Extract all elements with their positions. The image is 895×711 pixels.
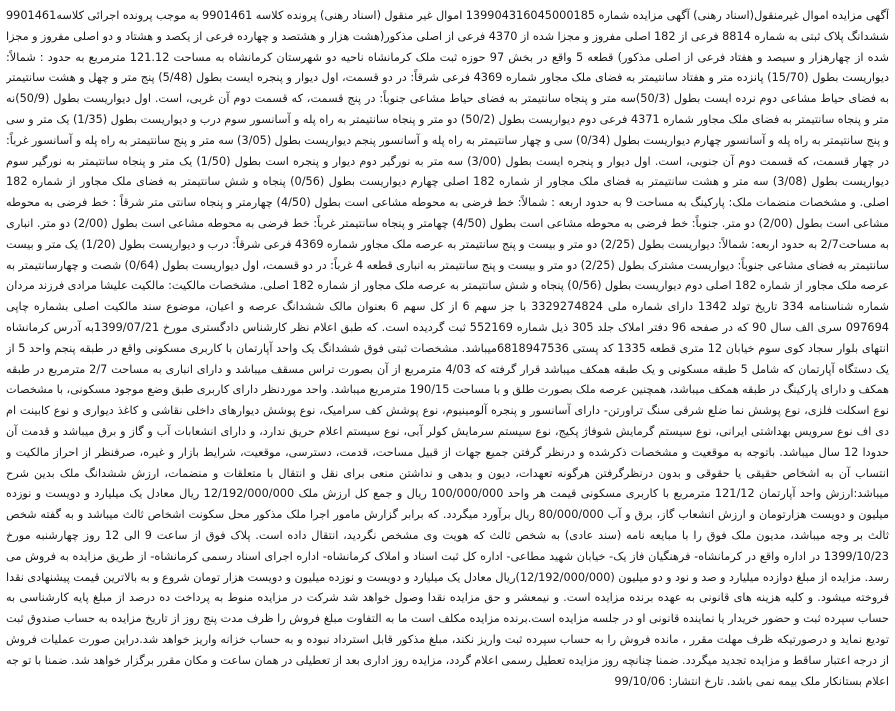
notice-body: آگهی مزایده شماره 139904316045000185 اموال غیر منقول (اسناد رهنی) پرونده کلاسه 9901461 به موجب پرونده اجرائی کلاسه9901461 ششدانگ پلاک ثبتی به شماره 8814 فرعی از 182 اصلی مفروز و مجزا شده از 4370 فرعی از اصلی مذکور(هشت هزار و هشتصد و چهارده فرعی از یکصد و هشتاد و دو اصلی مفروز و مجزا شده از چهارهزار و سیصد و هفتاد فرعی از اصلی مذکور) قطعه 5 واقع در بخش 97 حوزه ثبت ملک کرمانشاه ناحیه دو شهرستان کرمانشاه به مساحت 121.12 مترمربع به حدود : شمالاً: دیواریست بطول (15/70) پانزده متر و هفتاد سانتیمتر به فضای ملک مجاور شماره 4369 فرعی شرقاً: در دو قسمت، اول دیوار و پنجره ایست بطول (5/48) پنج متر و چهل و هشت سانتیمتر به فضای حیاط مشاعی دوم نرده ایست بطول (50/3)سه متر و پنجاه سانتیمتر به فضای حیاط مشاعی جنوباً: در پنج قسمت، که قسمت دوم آن غربی، است. اول دیواریست بطول (50/9)نه متر و پنجاه سانتیمتر به فضای ملک مجاور شماره 4371 فرعی دوم دیواریست بطول (50/2) دو متر و پنجاه سانتیمتر به راه پله و آسانسور سوم درب و دیواریست بطول (1/35) یک متر و سی و پنج سانتیمتر به راه پله و آسانسور چهارم دیواریست بطول (0/34) سی و چهار سانتیمتر به راه پله و آسانسور پنجم دیواریست بطول (3/05) سه متر و پنج سانتیمتر به راه پله و آسانسور غرباً: در چهار قسمت، که قسمت دوم آن جنوبی، است. اول دیوار و پنجره ایست بطول (3/00) سه متر به نورگیر دوم دیوار و پنجره است بطول (1/50) یک متر و پنجاه سانتیمتر به نورگیر سوم دیواریست بطول (3/08) سه متر و هشت سانتیمتر به فضای ملک مجاور از شماره 182 اصلی چهارم دیواریست بطول (0/56) پنجاه و شش سانتیمتر به فضای ملک مجاور از شماره 182 اصلی. و مشخصات منضمات ملک: پارکینگ به مساحت 9 به حدود اربعه : شمالاً: خط فرضی به محوطه مشاعی است بطول (4/50) چهارمتر و پنجاه سانتی متر شرقاً : خط فرضی به محوطه مشاعی است بطول (2/00) دو متر. جنوباً: خط فرضی به محوطه مشاعی است بطول (4/50) چهامتر و پنجاه سانتیمتر غرباً: خط فرضی به محوطه مشاعی است بطول (2/00) دو متر. انباری به مساحت2/7 به حدود اربعه: شمالاً: دیواریست بطول (2/25) دو متر و بیست و پنج سانتیمتر به عرصه ملک مجاور شماره 4369 فرعی شرقاً: درب و دیواریست بطول (1/20) یک متر و بیست سانتیمتر به فضای مشاعی جنوباً: دیواریست مشترک بطول (2/25) دو متر و بیست و پنج سانتیمتر به انباری قطعه 4 غرباً: در دو قسمت، اول دیواریست بطول (0/64) شصت و چهارسانتیمتر به عرصه ملک مجاور از شماره 182 اصلی دوم دیواریست بطول (0/56) پنجاه و شش سانتیمتر به عرصه ملک مجاور از شماره 182 اصلی. مشخصات مالکیت: مالکیت علیشا مرادی فرزند مردان شماره شناسنامه 334 تاریخ تولد 1342 دارای شماره ملی 3329274824 با جز سهم 6 از کل سهم 6 بعنوان مالک ششدانگ عرصه و اعیان، موضوع سند مالکیت اصلی بشماره چاپی 097694 سری الف سال 90 که در صفحه 96 دفتر املاک جلد 305 ذیل شماره 552169 ثبت گردیده است. که طبق اعلام نظر کارشناس دادگستری مورخ 1399/07/21به آدرس کرمانشاه انتهای بلوار سجاد کوی سوم خیابان 12 متری قطعه 1335 کد پستی 6818947536میباشد. مشخصات ثبتی فوق ششدانگ یک واحد آپارتمان با کاربری مسکونی واقع در طبقه پنجم واحد 5 از یک دستگاه آپارتمان که شامل 5 طبقه مسکونی و یک طبقه همکف میباشد قرار گرفته که 4/03 مترمربع از آن بصورت تراس مسقف میباشد و دارای انباری به مساحت 2/7 مترمربع در طبقه همکف و دارای پارکینگ در طبقه همکف میباشد، همچنین عرصه ملک بصورت طلق و با مساحت 190/15 مترمربع میباشد. واحد موردنظر دارای کاربری طبق وضع موجود مسکونی، با مشخصات نوع اسکلت فلزی، نوع پوشش نما ضلع شرقی سنگ تراورتن- دارای آسانسور و پنجره آلومینیوم، نوع پوشش کف سرامیک، نوع پوشش دیوارهای داخلی نقاشی و کاغذ دیواری و نوع کابینت ام دی اف نوع سرویس بهداشتی ایرانی، نوع سیستم گرمایش شوفاژ پکیج، نوع سیستم سرمایش کولر آبی، نوع سیستم اعلام حریق ندارد، و دارای انشعابات آب و گاز و برق میباشد و قدمت آن حدودا 12 سال میباشد. باتوجه به موقعیت و مشخصات ذکرشده و درنظر گرفتن جمیع جهات از قبیل مساحت، قدمت، دسترسی، موقعیت، شرایط بازار و غیره، صرفنظر از احراز مالکیت و انتساب آن به اشخاص حقیقی یا حقوقی و بدون درنظرگرفتن هرگونه تعهدات، دیون و بدهی و نداشتن منعی برای نقل و انتقال با متعلقات و منضمات، ارزش ششدانگ ملک بدین شرح میباشد:ارزش واحد آپارتمان 121/12 مترمربع با کاربری مسکونی قیمت هر واحد 100/000/000 ریال و جمع کل ارزش ملک 12/192/000/000 ریال معادل یک میلیارد و دویست و نوزده میلیون و دویست هزارتومان و ارزش انشعاب گاز، برق و آب 80/000/000 ریال برآورد میگردد. که برابر گزارش مامور اجرا ملک مذکور محل سکونت اشخاص ثالث میباشد و به گفته شخص ثالث بر وجه میباشد، مدیون ملک فوق را با مبایعه نامه (سند عادی) به شخص ثالث که هویت وی مشخص نگردید، انتقال داده است. پلاک فوق از ساعت 9 الی 12 روز چهارشنبه مورخ 1399/10/23 در اداره واقع در کرمانشاه- فرهنگیان فاز یک- خیابان شهید مطاعی- اداره کل ثبت اسناد و املاک کرمانشاه- اداره اجرای اسناد رسمی کرمانشاه- از طریق مزایده به فروش می رسد. مزایده از مبلغ دوازده میلیارد و صد و نود و دو میلیون (12/192/000/000)ریال معادل یک میلیارد و دویست و نوزده میلیون و دویست هزار تومان شروع و به بالاترین قیمت پیشنهادی نقدا فروخته میشود. و کلیه هزینه های قانونی به عهده برنده مزایده است. و نیمعشر و حق مزایده نقدا وصول خواهد شد شرکت در مزایده منوط به پرداخت ده درصد از مبلغ پایه کارشناسی به حساب سپرده ثبت و حضور خریدار یا نماینده قانونی او در جلسه مزایده است.برنده مزایده مکلف است ما به التفاوت مبلغ فروش را ظرف مدت پنج روز از تاریخ مزایده به حساب صندوق ثبت توديع نمايد و درصورتيكه ظرف مهلت مقرر ، مانده فروش را به حساب سپرده ثبت واریز نکند، مبلغ مذکور قابل استرداد نبوده و به حساب خزانه واریز خواهد شد.دراین صورت عملیات فروش از درجه اعتبار ساقط و مزایده تجدید میگردد. ضمنا چنانچه روز مزایده تعطیل رسمی اعلام گردد، مزایده روز اداری بعد از تعطیلی در همان ساعت و مکان مقرر برگزار خواهد شد. ضمنا با تو جه اعلام بستانکار ملک بیمه نمی باشد. تارخ انتشار: [6, 9, 889, 688]
notice-title: آگهی مزایده اموال غیرمنقول(اسناد رهنی) [693, 9, 889, 22]
notice-paragraph [6, 6, 889, 692]
auction-notice [6, 6, 889, 705]
publication-date: 99/10/06 [614, 674, 666, 688]
